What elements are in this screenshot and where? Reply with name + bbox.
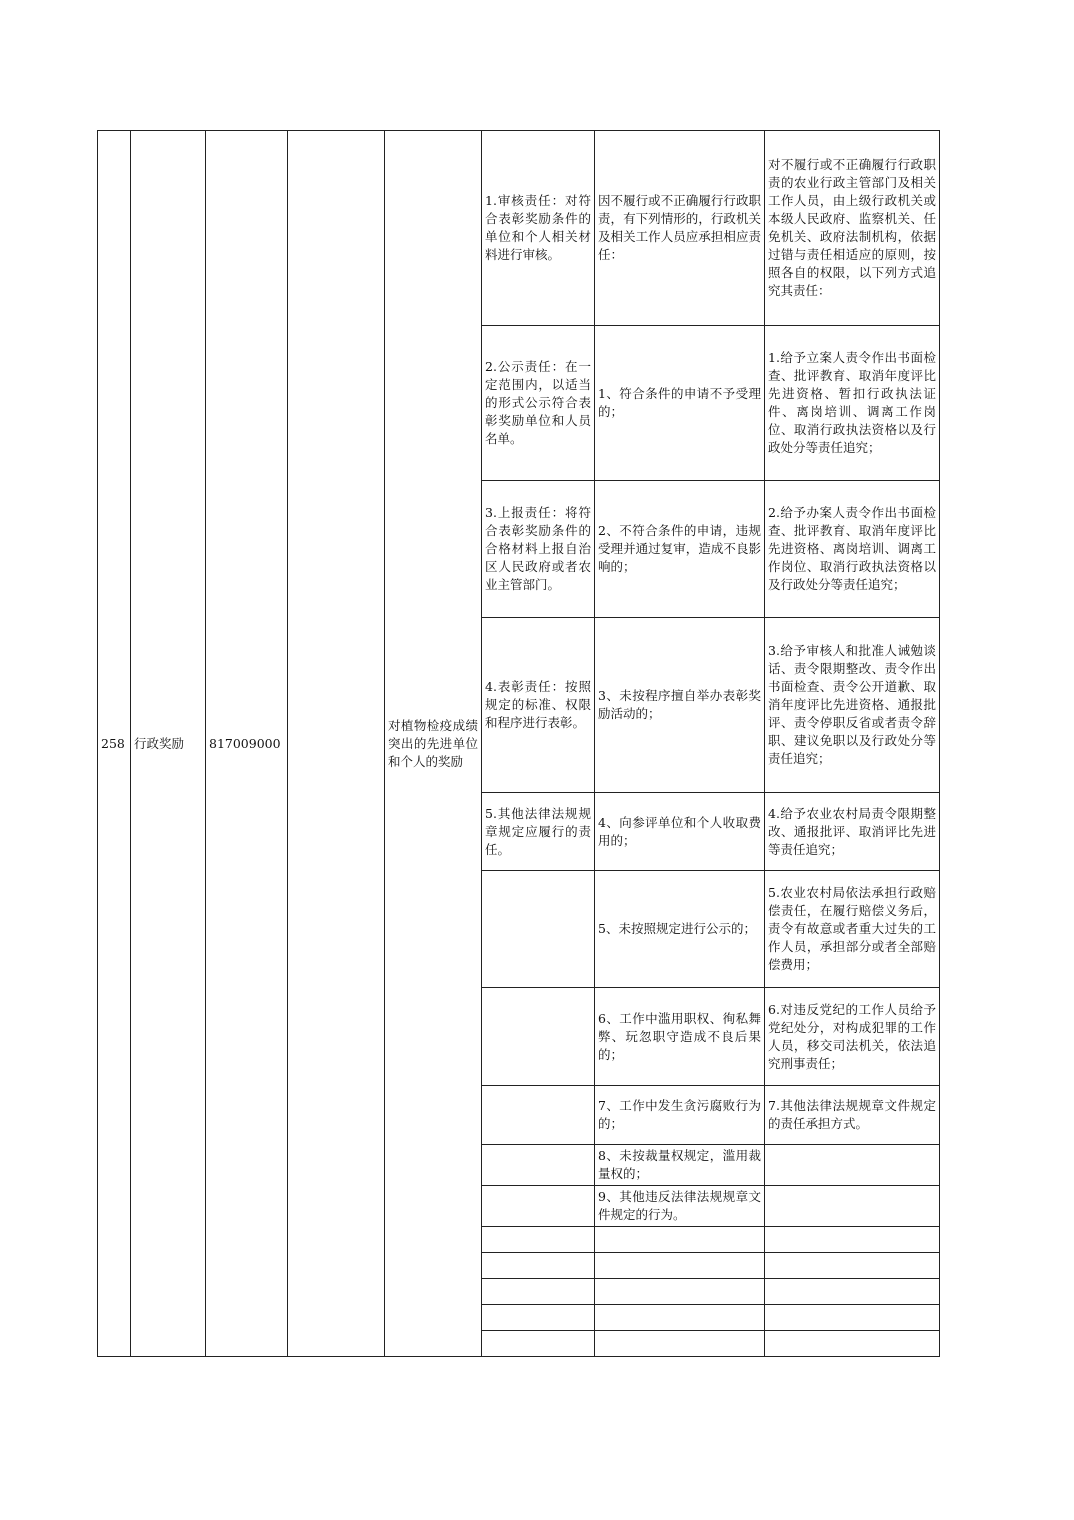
responsibility-cell (482, 1227, 595, 1253)
circumstance-cell (595, 1305, 765, 1331)
circumstance-cell: 3、未按程序擅自举办表彰奖励活动的； (595, 618, 765, 793)
responsibility-cell (482, 988, 595, 1086)
sub-item-cell (288, 131, 385, 1357)
responsibility-cell (482, 871, 595, 988)
responsibility-cell (482, 1186, 595, 1227)
accountability-cell (765, 1186, 940, 1227)
accountability-cell (765, 1279, 940, 1305)
accountability-cell: 5.农业农村局依法承担行政赔偿责任，在履行赔偿义务后，责令有故意或者重大过失的工作人员，承担部分或者全部赔偿费用； (765, 871, 940, 988)
responsibility-cell: 1.审核责任：对符合表彰奖励条件的单位和个人相关材料进行审核。 (482, 131, 595, 326)
responsibility-table (97, 130, 940, 1357)
accountability-cell: 6.对违反党纪的工作人员给予党纪处分，对构成犯罪的工作人员，移交司法机关，依法追究刑事责任； (765, 988, 940, 1086)
circumstance-cell: 7、工作中发生贪污腐败行为的； (595, 1086, 765, 1145)
circumstance-cell: 5、未按照规定进行公示的； (595, 871, 765, 988)
circumstance-cell: 6、工作中滥用职权、徇私舞弊、玩忽职守造成不良后果的； (595, 988, 765, 1086)
seq-cell: 258 (98, 131, 131, 1357)
responsibility-cell (482, 1279, 595, 1305)
responsibility-cell (482, 1305, 595, 1331)
responsibility-cell (482, 1331, 595, 1357)
code-cell: 817009000 (206, 131, 288, 1357)
responsibility-cell (482, 1145, 595, 1186)
accountability-cell: 4.给予农业农村局责令限期整改、通报批评、取消评比先进等责任追究； (765, 793, 940, 871)
circumstance-cell: 因不履行或不正确履行行政职责，有下列情形的，行政机关及相关工作人员应承担相应责任： (595, 131, 765, 326)
accountability-cell: 1.给予立案人责令作出书面检查、批评教育、取消年度评比先进资格、暂扣行政执法证件、离岗培训、调离工作岗位、取消行政执法资格以及行政处分等责任追究； (765, 326, 940, 481)
circumstance-cell: 2、不符合条件的申请，违规受理并通过复审，造成不良影响的； (595, 481, 765, 618)
responsibility-cell (482, 1253, 595, 1279)
accountability-cell (765, 1145, 940, 1186)
table-body (98, 131, 940, 1357)
accountability-cell (765, 1253, 940, 1279)
accountability-cell: 7.其他法律法规规章文件规定的责任承担方式。 (765, 1086, 940, 1145)
responsibility-cell: 2.公示责任：在一定范围内，以适当的形式公示符合表彰奖励单位和人员名单。 (482, 326, 595, 481)
responsibility-cell: 3.上报责任：将符合表彰奖励条件的合格材料上报自治区人民政府或者农业主管部门。 (482, 481, 595, 618)
circumstance-cell: 4、向参评单位和个人收取费用的； (595, 793, 765, 871)
responsibility-cell (482, 1086, 595, 1145)
accountability-cell (765, 1305, 940, 1331)
table-row (98, 131, 940, 326)
accountability-cell (765, 1331, 940, 1357)
category-cell: 行政奖励 (131, 131, 206, 1357)
item-name-cell: 对植物检疫成绩突出的先进单位和个人的奖励 (385, 131, 482, 1357)
accountability-cell: 2.给予办案人责令作出书面检查、批评教育、取消年度评比先进资格、离岗培训、调离工作岗位、取消行政执法资格以及行政处分等责任追究； (765, 481, 940, 618)
circumstance-cell (595, 1227, 765, 1253)
circumstance-cell (595, 1331, 765, 1357)
circumstance-cell: 1、符合条件的申请不予受理的； (595, 326, 765, 481)
circumstance-cell: 8、未按裁量权规定，滥用裁量权的； (595, 1145, 765, 1186)
accountability-cell (765, 1227, 940, 1253)
circumstance-cell: 9、其他违反法律法规规章文件规定的行为。 (595, 1186, 765, 1227)
accountability-cell: 3.给予审核人和批准人诫勉谈话、责令限期整改、责令作出书面检查、责令公开道歉、取消年度评比先进资格、通报批评、责令停职反省或者责令辞职、建议免职以及行政处分等责任追究； (765, 618, 940, 793)
responsibility-cell: 5.其他法律法规规章规定应履行的责任。 (482, 793, 595, 871)
responsibility-cell: 4.表彰责任：按照规定的标准、权限和程序进行表彰。 (482, 618, 595, 793)
circumstance-cell (595, 1253, 765, 1279)
accountability-cell: 对不履行或不正确履行行政职责的农业行政主管部门及相关工作人员，由上级行政机关或本级人民政府、监察机关、任免机关、政府法制机构，依据过错与责任相适应的原则，按照各自的权限，以下列方式追究其责任： (765, 131, 940, 326)
circumstance-cell (595, 1279, 765, 1305)
